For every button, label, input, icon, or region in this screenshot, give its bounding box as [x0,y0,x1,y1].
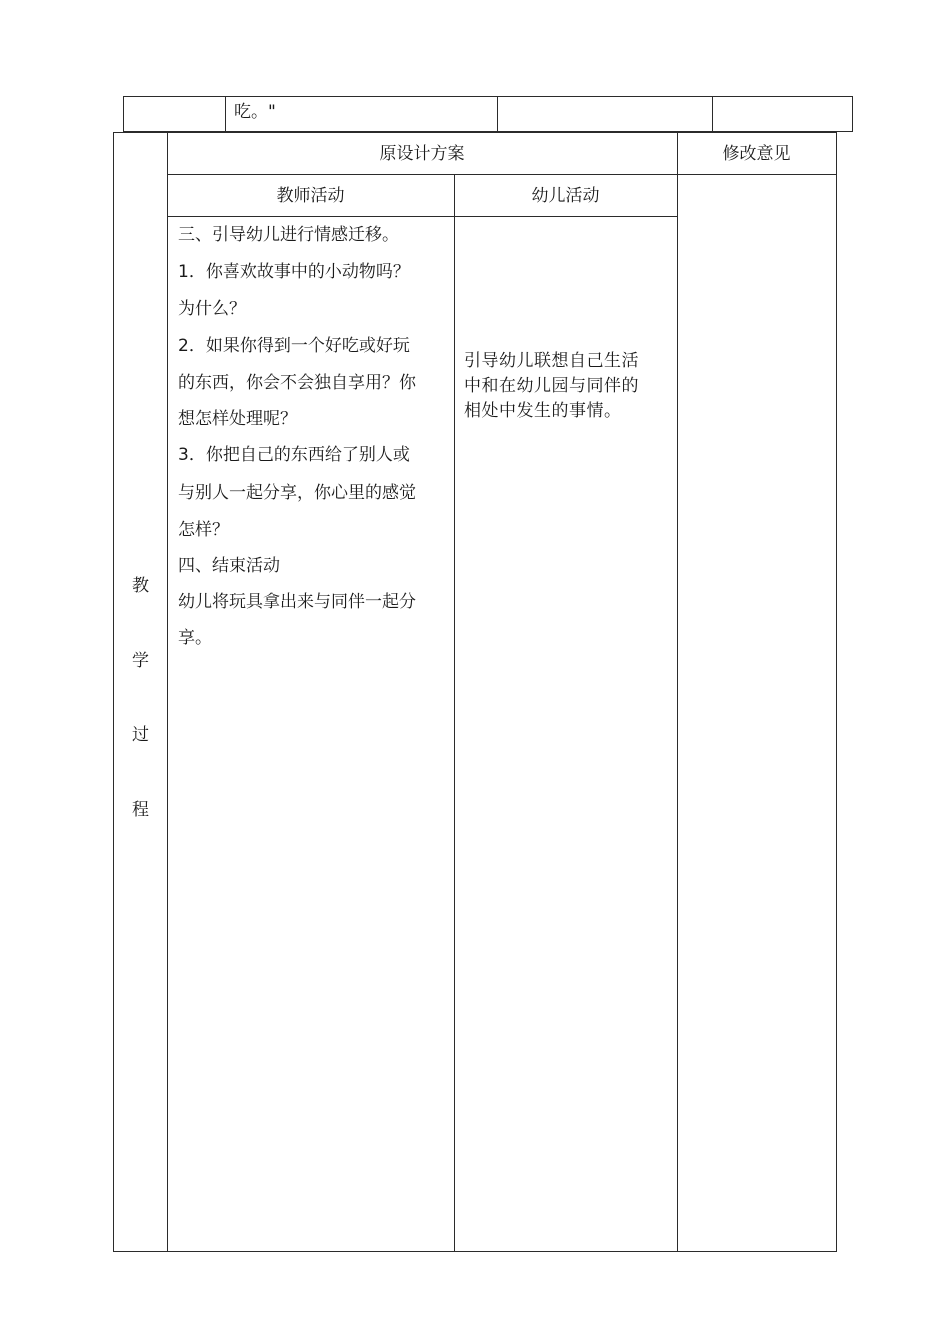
child-activity-header: 幼儿活动 [531,186,600,206]
table-border-header2 [167,216,678,217]
prev-row-top-border [123,96,853,97]
table-border-side-col [167,132,168,1252]
prev-row-border-col1 [225,96,226,132]
teacher-text-line: 幼儿将玩具拿出来与同伴一起分 [178,592,416,612]
prev-row-border-left [123,96,124,132]
teacher-text-line: 三、引导幼儿进行情感迁移。 [178,225,399,245]
table-border-activity-split [454,175,455,1252]
teacher-text-line: 1．你喜欢故事中的小动物吗？ [178,262,410,282]
table-border-bottom [113,1251,837,1252]
side-label-char: 教 [132,576,149,596]
prev-row-border-right [852,96,853,132]
teacher-text-line: 的东西，你会不会独自享用？你 [178,373,416,393]
revision-header: 修改意见 [722,144,791,164]
side-label-char: 程 [132,800,149,820]
teacher-text-line: 怎样？ [178,520,229,540]
teacher-text-line: 想怎样处理呢？ [178,409,297,429]
table-border-right [836,132,837,1252]
side-label-char: 学 [132,651,149,671]
teacher-text-line: 享。 [178,628,212,648]
table-border-header1 [167,174,837,175]
table-border-revision-col [677,132,678,1252]
table-border-top [113,132,837,133]
prev-row-border-col3 [712,96,713,132]
teacher-activity-header: 教师活动 [276,186,345,206]
child-text-line: 相处中发生的事情。 [464,401,622,421]
original-design-header: 原设计方案 [379,144,465,164]
teacher-text-line: 为什么？ [178,299,246,319]
child-text-line: 引导幼儿联想自己生活 [464,351,639,371]
prev-row-border-col2 [497,96,498,132]
table-border-left [113,132,114,1252]
teacher-text-line: 与别人一起分享，你心里的感觉 [178,483,416,503]
side-label-char: 过 [132,725,149,745]
teacher-text-line: 四、结束活动 [178,556,280,576]
child-text-line: 中和在幼儿园与同伴的 [464,376,639,396]
teacher-text-line: 2．如果你得到一个好吃或好玩 [178,336,410,356]
prev-row-text: 吃。" [234,102,276,122]
teacher-text-line: 3．你把自己的东西给了别人或 [178,445,410,465]
